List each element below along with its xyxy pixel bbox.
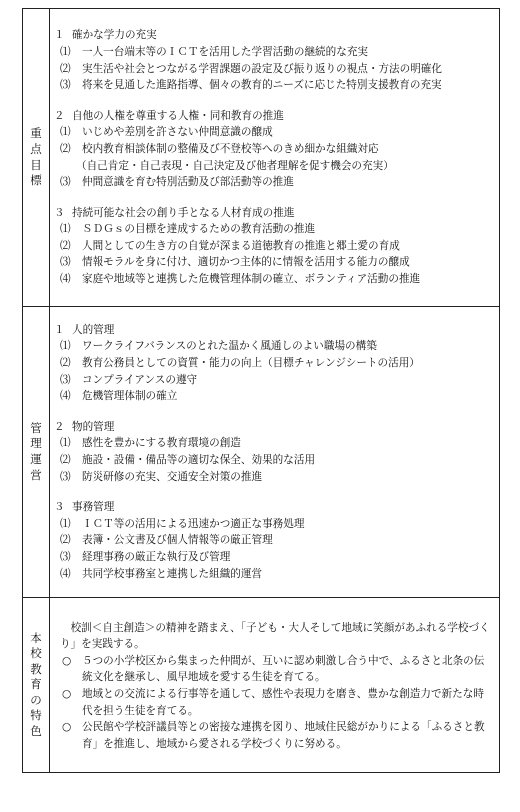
section-body-school-features <box>50 598 500 773</box>
feature-bullet: ○ ５つの小学校区から集まった仲間が、互いに認め刺激し合う中で、ふるさと北条の伝統文化を継承し、風早地域を愛する生徒を育てる。 <box>62 654 485 684</box>
list-item: ⑶ コンプライアンスの遵守 <box>60 373 198 386</box>
section-row-priority-goals <box>23 9 500 307</box>
group-title: １ 確かな学力の充実 <box>54 29 157 42</box>
list-item: ⑵ 教育公務員としての資質・能力の向上（目標チャレンジシートの活用） <box>60 357 420 370</box>
section-body-priority-goals <box>50 9 500 307</box>
goal-group <box>50 108 499 191</box>
heading-char: 標 <box>30 173 42 188</box>
management-group <box>50 499 499 582</box>
section-heading-school-features <box>23 598 50 773</box>
list-item: ⑴ 感性を豊かにする教育環境の創造 <box>60 437 241 450</box>
list-item: ⑵ 人間としての生き方の自覚が深まる道徳教育の推進と郷土愛の育成 <box>60 239 400 252</box>
heading-char: の <box>30 692 42 707</box>
list-item: ⑷ 共同学校事務室と連携した組織的運営 <box>60 567 263 580</box>
list-item: ⑶ 将来を見通した進路指導、個々の教育的ニーズに応じた特別支援教育の充実 <box>60 79 442 92</box>
group-title: ３ 持続可能な社会の創り手となる人材育成の推進 <box>54 206 295 219</box>
list-item: ⑵ 実生活や社会とつながる学習課題の設定及び振り返りの視点・方法の明確化 <box>60 62 442 75</box>
heading-char: 運 <box>30 452 42 466</box>
goal-group <box>50 27 499 93</box>
list-item-note: （自己肯定・自己表現・自己決定及び他者理解を促す機会の充実） <box>76 159 394 172</box>
group-title: ２ 物的管理 <box>54 420 115 433</box>
heading-char: 特 <box>30 708 42 723</box>
heading-char: 営 <box>30 467 42 482</box>
list-item: ⑴ ワークライフバランスのとれた温かく風通しのよい職場の構築 <box>60 340 377 353</box>
section-heading-priority-goals <box>23 9 50 307</box>
heading-char: 色 <box>30 723 42 738</box>
list-item: ⑵ 施設・設備・備品等の適切な保全、効果的な活用 <box>60 454 316 466</box>
list-item: ⑶ 仲間意識を育む特別活動及び部活動等の推進 <box>60 176 294 189</box>
management-group <box>50 322 499 405</box>
heading-char: 本 <box>30 630 42 645</box>
features-intro: 校訓＜自主創造＞の精神を踏まえ、「子ども・大人そして地域に笑顔があふれる学校づくり」を実践する。 <box>60 621 490 651</box>
feature-bullet: ○ 地域との交流による行事等を通して、感性や表現力を磨き、豊かな創造力で新たな時代を担う生徒を育てる。 <box>62 688 484 717</box>
list-item: ⑴ ＩＣＴ等の活用による迅速かつ適正な事務処理 <box>60 517 305 530</box>
group-title: ２ 自他の人権を尊重する人権・同和教育の推進 <box>54 109 284 122</box>
goal-group <box>50 205 499 288</box>
heading-char: 育 <box>30 677 42 692</box>
heading-char: 重 <box>30 126 42 141</box>
group-title: １ 人的管理 <box>54 323 115 336</box>
heading-char: 点 <box>30 141 42 156</box>
list-item: ⑴ いじめや差別を許さない仲間意識の醸成 <box>60 126 273 139</box>
section-heading-management <box>23 307 50 598</box>
feature-bullet: ○ 公民館や学校評議員等との密接な連携を図り、地域住民総がかりによる「ふるさと教育」を推進し、地域から愛される学校づくりに努める。 <box>62 721 485 750</box>
group-title: ３ 事務管理 <box>54 501 115 514</box>
list-item: ⑵ 表簿・公文書及び個人情報等の厳正管理 <box>60 534 273 547</box>
list-item: ⑴ ＳＤＧｓの目標を達成するための教育活動の推進 <box>60 223 316 236</box>
list-item: ⑵ 校内教育相談体制の整備及び不登校等へのきめ細かな組織対応 <box>60 142 379 155</box>
list-item: ⑶ 経理事務の厳正な執行及び管理 <box>60 550 231 563</box>
section-body-management <box>50 307 500 598</box>
list-item: ⑴ 一人一台端末等のＩＣＴを活用した学習活動の継続的な充実 <box>60 45 369 58</box>
list-item: ⑶ 防災研修の充実、交通安全対策の推進 <box>60 470 263 483</box>
heading-char: 理 <box>30 436 42 451</box>
school-policy-table <box>22 8 500 773</box>
management-group <box>50 419 499 485</box>
heading-char: 教 <box>30 661 42 676</box>
section-row-management <box>23 307 500 598</box>
list-item: ⑷ 危機管理体制の確立 <box>60 390 178 403</box>
heading-char: 目 <box>30 157 42 172</box>
section-row-school-features <box>23 598 500 773</box>
list-item: ⑶ 情報モラルを身に付け、適切かつ主体的に情報を活用する能力の醸成 <box>60 256 410 269</box>
heading-char: 管 <box>30 420 42 435</box>
heading-char: 校 <box>30 646 42 661</box>
list-item: ⑷ 家庭や地域等と連携した危機管理体制の確立、ボランティア活動の推進 <box>60 273 421 286</box>
